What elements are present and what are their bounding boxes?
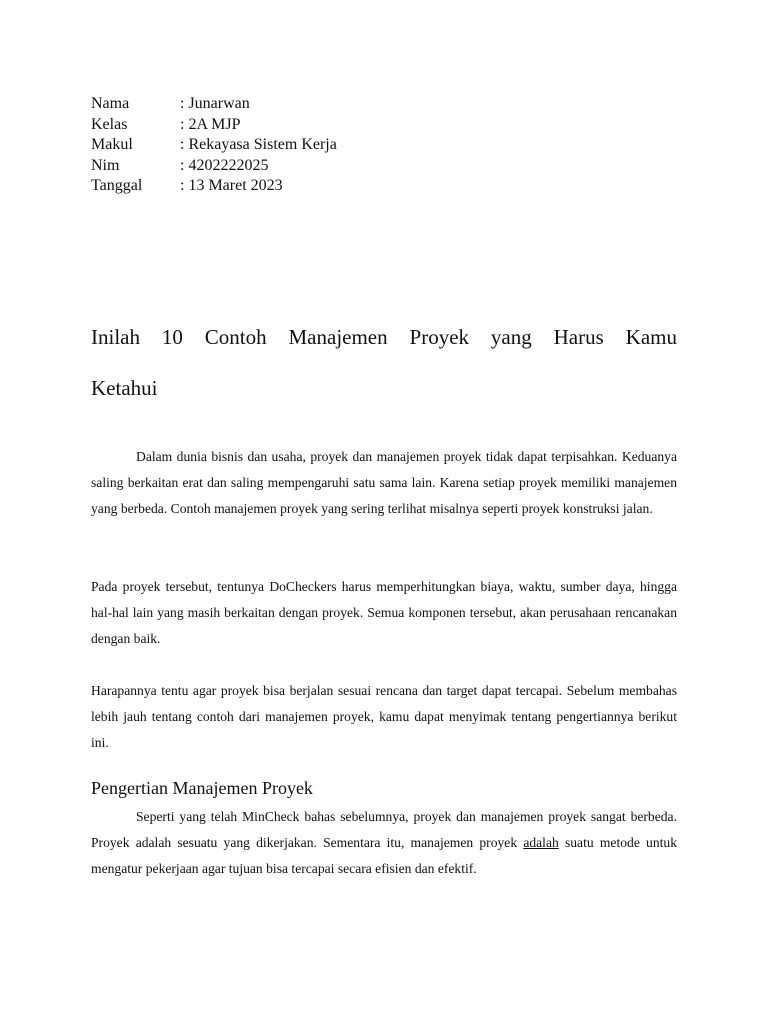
info-label: Kelas	[91, 115, 128, 133]
info-row-kelas	[91, 115, 337, 136]
info-label: Makul	[91, 136, 133, 153]
info-value: : Junarwan	[180, 95, 250, 112]
paragraph-docheckers: Pada proyek tersebut, tentunya DoCheckers harus memperhitungkan biaya, waktu, sumber daya, hingga hal-hal lain yang masih berkaitan dengan proyek. Semua komponen tersebut, akan perusahaan rencanakan dengan baik.	[91, 579, 677, 646]
paragraph-pengertian	[91, 804, 677, 882]
info-label: Nama	[91, 95, 130, 112]
info-row-makul	[91, 135, 337, 156]
info-row-nama	[91, 94, 337, 115]
underlined-word: adalah	[523, 835, 559, 850]
info-row-tanggal	[91, 176, 337, 197]
info-value: : 4202222025	[180, 156, 269, 174]
paragraph-text: suatu metode untuk mengatur pekerjaan agar tujuan bisa tercapai secara efisien dan efektif.	[91, 835, 677, 876]
student-info	[91, 94, 337, 197]
section-heading: Pengertian Manajemen Proyek	[91, 778, 313, 798]
paragraph-text: Seperti yang telah MinCheck bahas sebelumnya, proyek dan manajemen proyek sangat berbeda. Proyek adalah sesuatu yang dikerjakan. Sementara itu, manajemen proyek	[91, 809, 677, 850]
info-value: : 2A MJP	[180, 115, 241, 133]
paragraph-harapannya: Harapannya tentu agar proyek bisa berjalan sesuai rencana dan target dapat tercapai. Sebelum membahas lebih jauh tentang contoh dari manajemen proyek, kamu dapat menyimak tentang pengertiannya berikut ini.	[91, 683, 677, 750]
paragraph-intro: Dalam dunia bisnis dan usaha, proyek dan manajemen proyek tidak dapat terpisahkan. Keduanya saling berkaitan erat dan saling mempengaruhi satu sama lain. Karena setiap proyek memiliki manajemen yang berbeda. Contoh manajemen proyek yang sering terlihat misalnya seperti proyek konstruksi jalan.	[91, 449, 677, 516]
info-value: : 13 Maret 2023	[180, 177, 283, 194]
info-value: : Rekayasa Sistem Kerja	[180, 136, 337, 153]
info-label: Tanggal	[91, 177, 143, 194]
info-row-nim	[91, 156, 337, 177]
document-title: Inilah 10 Contoh Manajemen Proyek yang Harus Kamu Ketahui	[91, 325, 677, 400]
info-label: Nim	[91, 156, 120, 174]
